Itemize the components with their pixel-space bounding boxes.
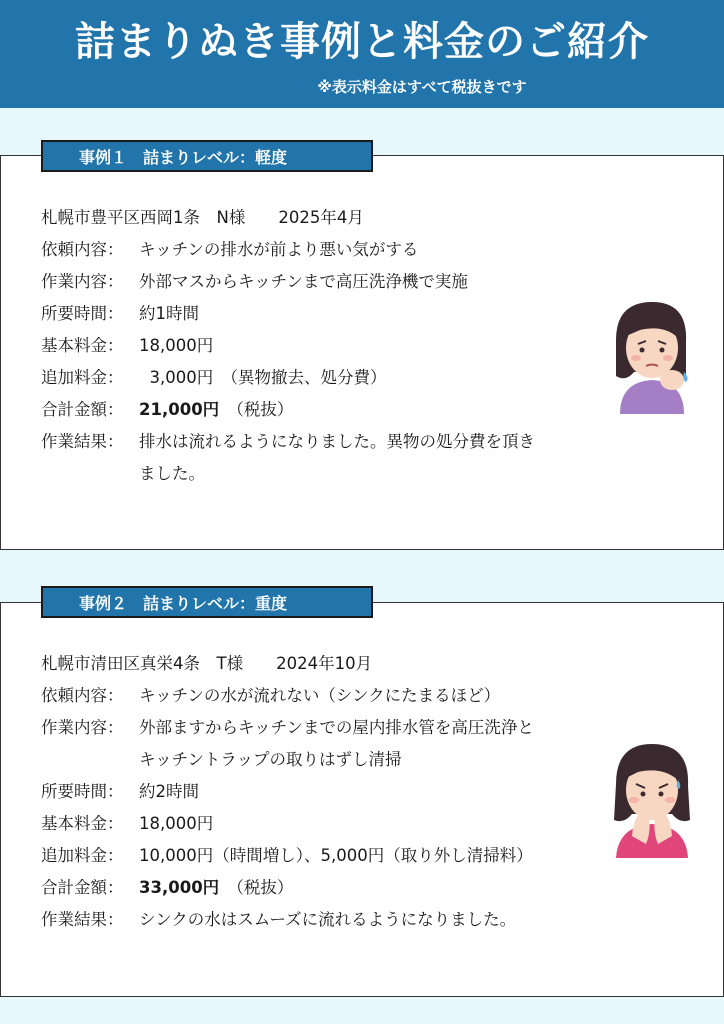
case2-request: 依頼内容： キッチンの水が流れない（シンクにたまるほど） (41, 686, 501, 705)
case1-result-cont: ました。 (139, 464, 205, 483)
case1-customer: 札幌市豊平区西岡1条 N様 2025年4月 (41, 208, 364, 227)
case2-total: 合計金額： 33,000円 （税抜） (41, 878, 294, 897)
case2-time: 所要時間： 約2時間 (41, 782, 199, 801)
case1-total: 合計金額： 21,000円 （税抜） (41, 400, 294, 419)
case1-result: 作業結果： 排水は流れるようになりました。異物の処分費を頂き (41, 432, 535, 451)
troubled-woman-illustration (606, 740, 698, 864)
case2-work: 作業内容： 外部ますからキッチンまでの屋内排水管を高圧洗浄と (41, 718, 534, 737)
case1-base-fee: 基本料金： 18,000円 (41, 336, 214, 355)
case2-extra-fee: 追加料金： 10,000円（時間増し）、5,000円（取り外し清掃料） (41, 846, 533, 865)
page-subtitle: ※表示料金はすべて税抜きです (317, 78, 527, 96)
case1-time: 所要時間： 約1時間 (41, 304, 199, 323)
case2-customer: 札幌市清田区真栄4条 T様 2024年10月 (41, 654, 373, 673)
case2-base-fee: 基本料金： 18,000円 (41, 814, 214, 833)
case1-work: 作業内容： 外部マスからキッチンまで高圧洗浄機で実施 (41, 272, 468, 291)
case1-request: 依頼内容： キッチンの排水が前より悪い気がする (41, 240, 419, 259)
case1-label: 事例１ 詰まりレベル：軽度 (41, 140, 373, 172)
case2-work-cont: キッチントラップの取りはずし清掃 (139, 750, 402, 769)
case1-extra-fee: 追加料金： 3,000円 （異物撤去、処分費） (41, 368, 387, 387)
case2-label: 事例２ 詰まりレベル：重度 (41, 586, 373, 618)
page-title: 詰まりぬき事例と料金のご紹介 (75, 19, 649, 65)
page-header (0, 0, 724, 108)
worried-woman-illustration (606, 296, 698, 420)
case2-result: 作業結果： シンクの水はスムーズに流れるようになりました。 (41, 910, 517, 929)
